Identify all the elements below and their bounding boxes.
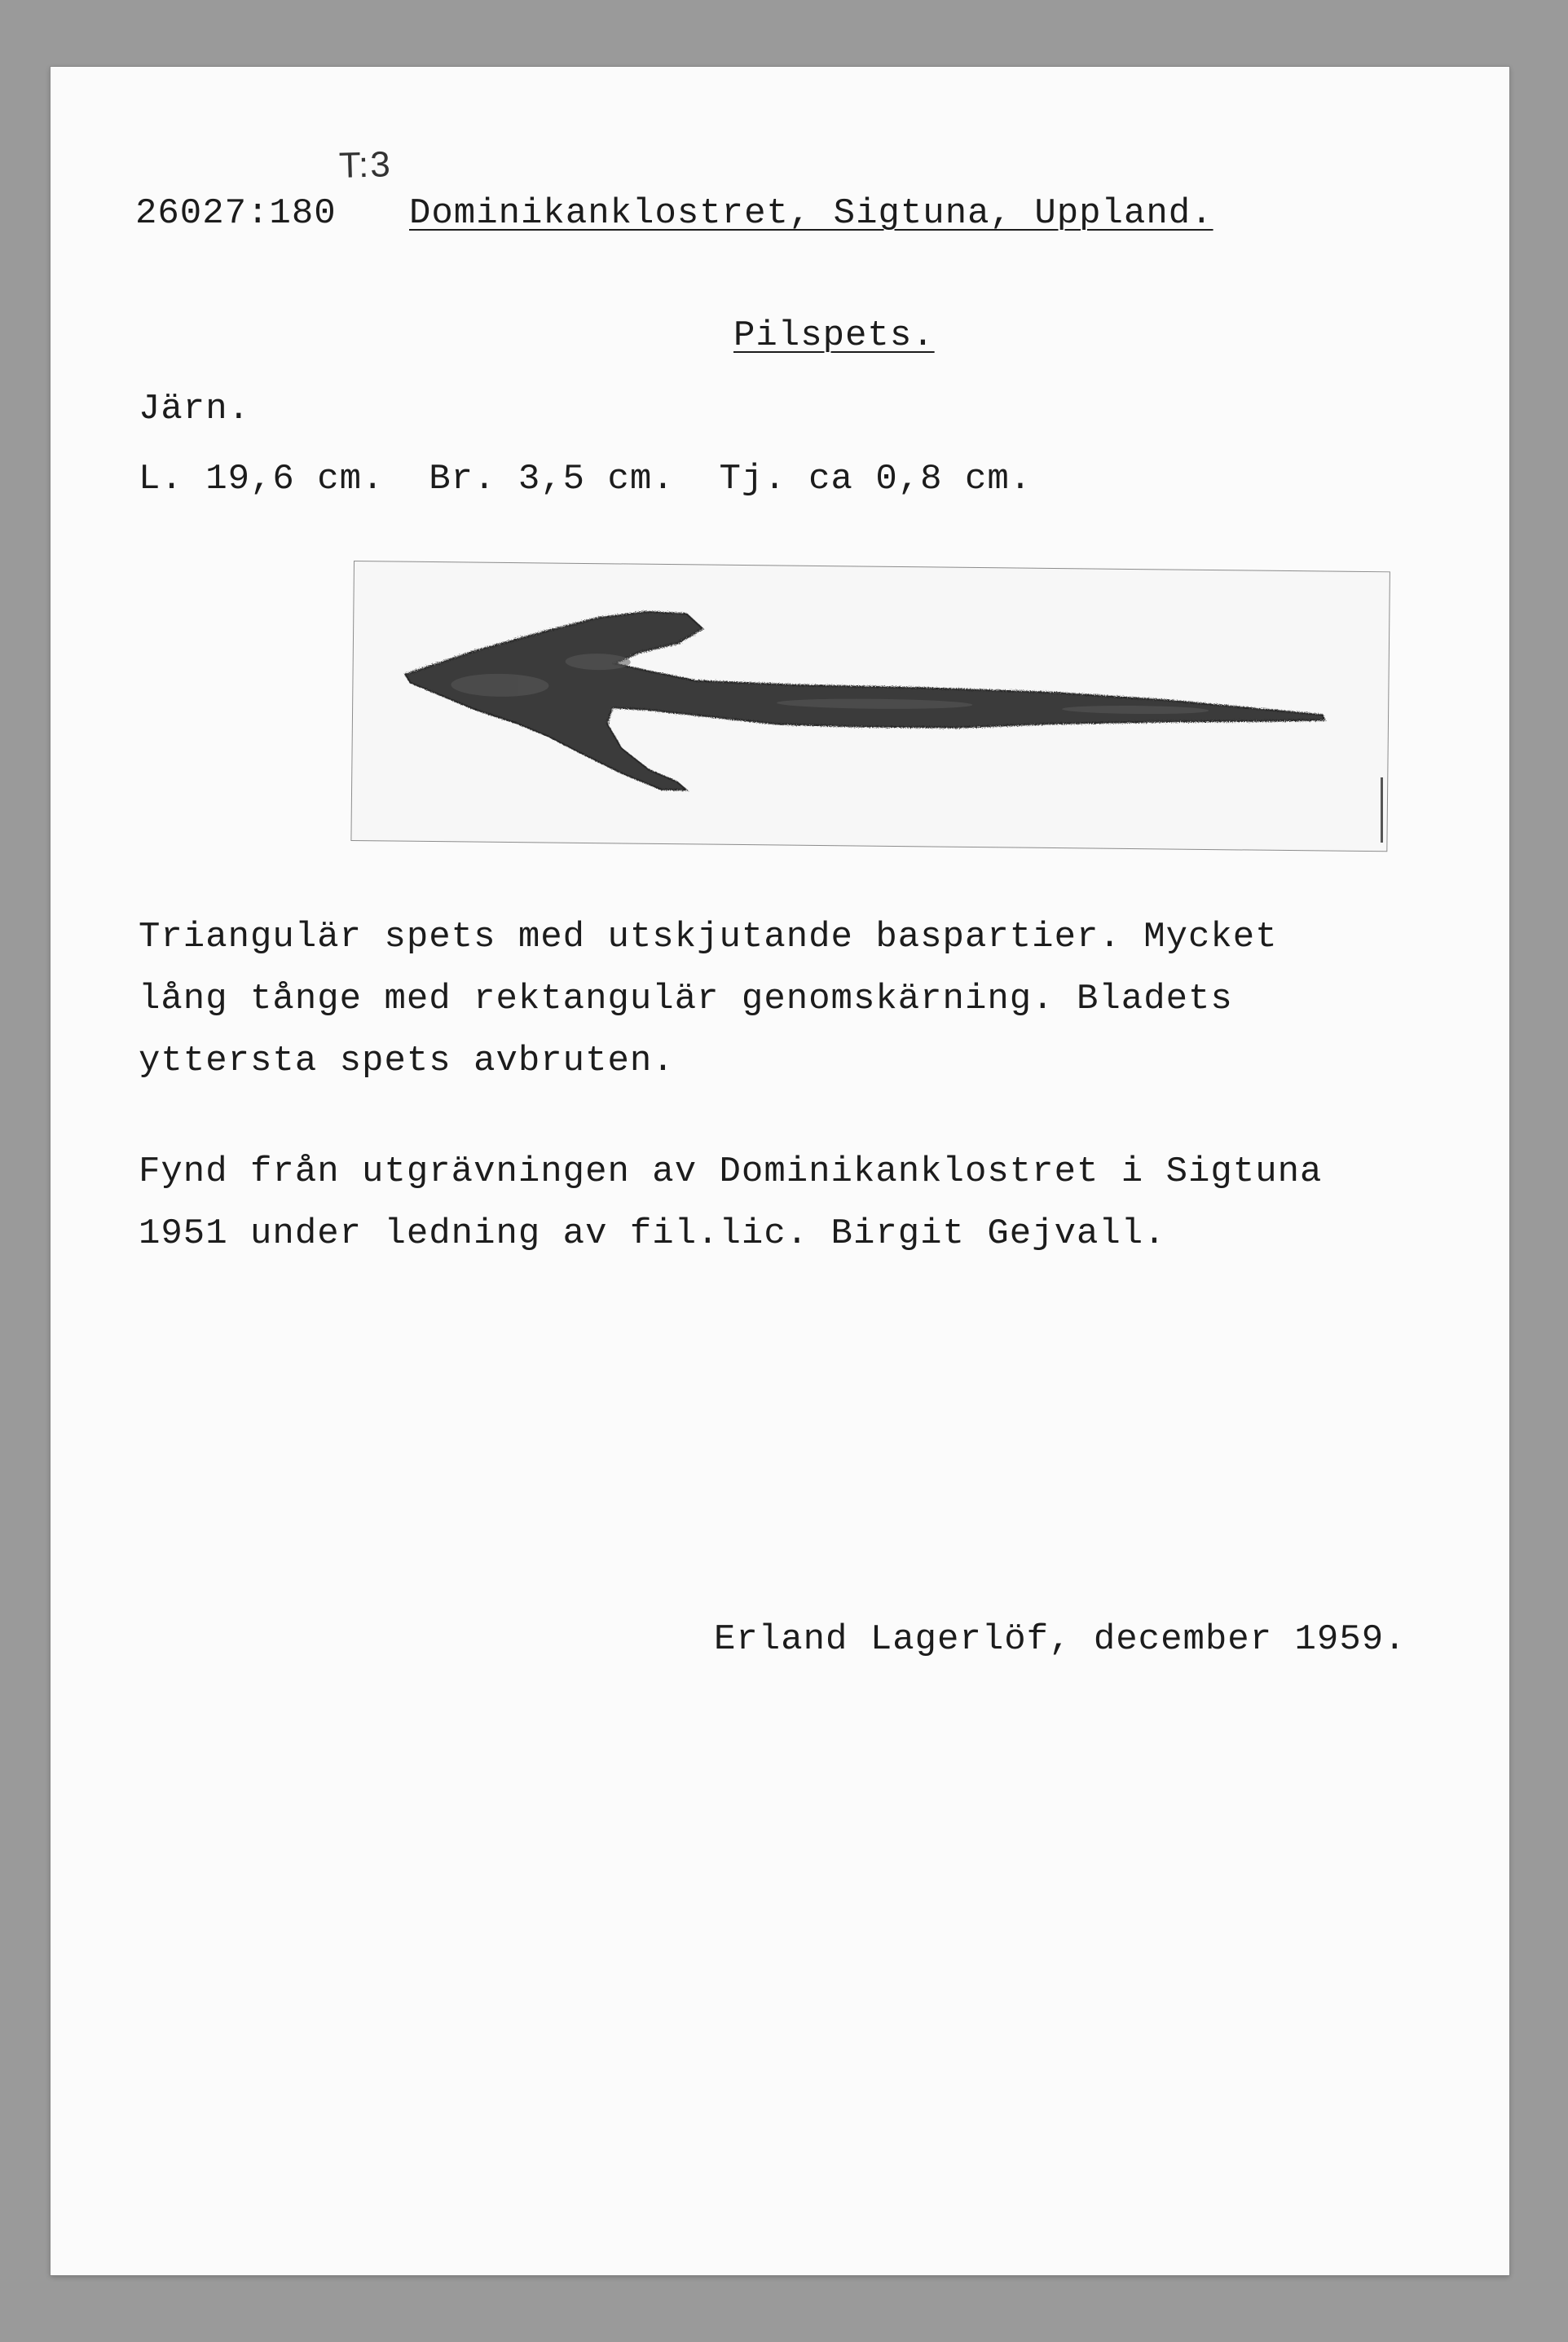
description-line: yttersta spets avbruten. bbox=[139, 1041, 675, 1081]
dimensions-line: L. 19,6 cm. Br. 3,5 cm. Tj. ca 0,8 cm. bbox=[139, 459, 1033, 500]
object-title: Pilspets. bbox=[733, 315, 935, 356]
description-paragraph bbox=[139, 906, 1278, 1092]
description-line: lång tånge med rektangulär genomskärning. Bladets bbox=[139, 979, 1233, 1019]
photo-edge-mark bbox=[1381, 777, 1383, 843]
arrowhead-image bbox=[351, 561, 1390, 851]
signature-line: Erland Lagerlöf, december 1959. bbox=[714, 1619, 1407, 1660]
find-line: 1951 under ledning av fil.lic. Birgit Gejvall. bbox=[139, 1213, 1166, 1254]
catalogue-card bbox=[51, 67, 1509, 2275]
find-line: Fynd från utgrävningen av Dominikanklostret i Sigtuna bbox=[139, 1151, 1323, 1192]
find-site: Dominikanklostret, Sigtuna, Uppland. bbox=[409, 193, 1213, 234]
handwritten-shelfmark: T:3 bbox=[338, 144, 393, 186]
find-paragraph bbox=[139, 1141, 1322, 1265]
artifact-photograph bbox=[350, 561, 1390, 852]
material-line: Järn. bbox=[139, 389, 251, 429]
description-line: Triangulär spets med utskjutande baspartier. Mycket bbox=[139, 917, 1278, 957]
inventory-number: 26027:180 bbox=[135, 193, 337, 234]
